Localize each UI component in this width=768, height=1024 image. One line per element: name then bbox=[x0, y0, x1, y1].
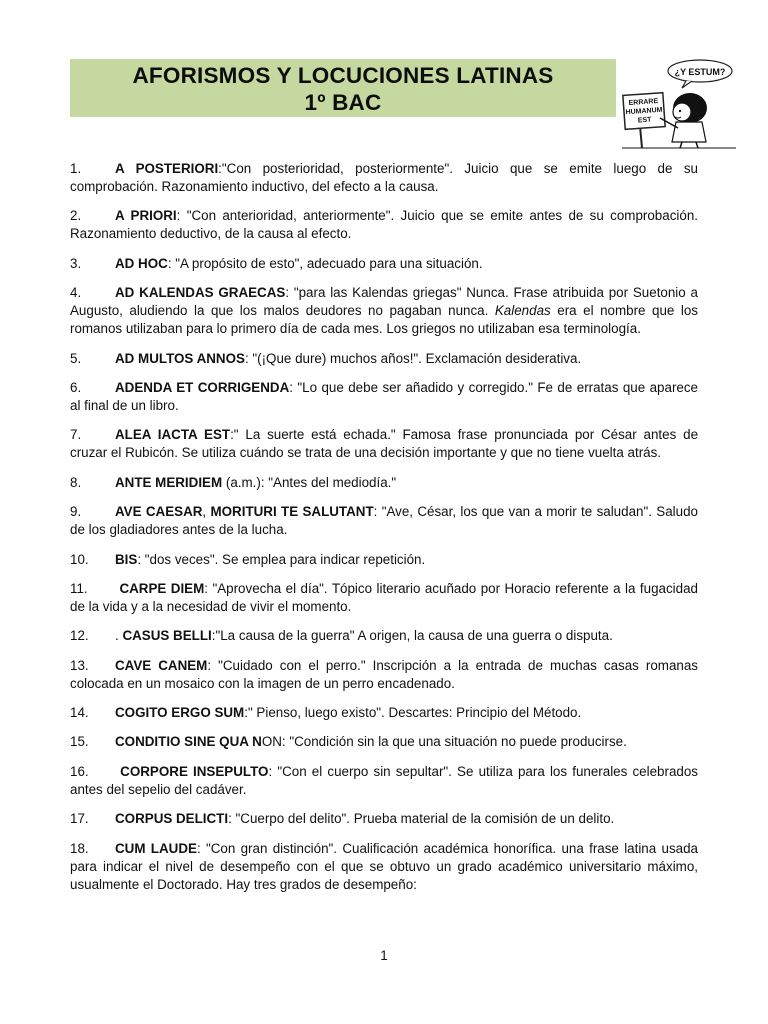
item-definition: : "Ave, César, los que van a morir te saludan". Saludo de los gladiadores antes de la lucha. bbox=[70, 504, 698, 538]
item-number: 8. bbox=[70, 474, 82, 490]
list-item bbox=[70, 580, 698, 616]
item-term: MORITURI TE SALUTANT bbox=[210, 504, 374, 520]
item-term: ALEA IACTA EST bbox=[115, 427, 231, 443]
list-item bbox=[70, 551, 698, 569]
item-definition: : "Con gran distinción". Cualificación académica honorífica. una frase latina usada para indicar el nivel de desempeño con el que se obtuvo un grado académico universitario máximo, usualmente el Doctorado. Hay tres grados de desempeño: bbox=[70, 840, 698, 892]
sign-text-1: ERRARE bbox=[628, 97, 659, 108]
list-item bbox=[70, 840, 698, 894]
list-item bbox=[70, 627, 698, 645]
document-title: AFORISMOS Y LOCUCIONES LATINAS bbox=[132, 63, 554, 88]
item-term: AD HOC bbox=[115, 255, 168, 271]
item-definition: : "dos veces". Se emplea para indicar repetición. bbox=[137, 551, 426, 567]
item-definition: , bbox=[202, 504, 211, 520]
document-title-box bbox=[70, 59, 616, 117]
item-term: AD KALENDAS GRAECAS bbox=[115, 285, 286, 301]
item-definition: . bbox=[115, 628, 123, 644]
item-definition: :" La suerte está echada." Famosa frase pronunciada por César antes de cruzar el Rubicón. Se utiliza cuándo se trata de una decisión importante y que no tiene vuelta atrás. bbox=[70, 427, 699, 461]
item-number: 16. bbox=[70, 763, 89, 779]
item-term: A POSTERIORI bbox=[115, 161, 219, 176]
item-term: CAVE CANEM bbox=[115, 657, 208, 673]
item-number: 12. bbox=[70, 628, 89, 644]
item-term: CORPUS DELICTI bbox=[115, 811, 229, 827]
item-definition: : "Aprovecha el día". Tópico literario acuñado por Horacio referente a la fugacidad de la vida y a la necesidad de vivir el momento. bbox=[70, 580, 698, 614]
item-definition: :"Con posterioridad, posteriormente". Juicio que se emite luego de su comprobación. Razonamiento inductivo, del efecto a la causa. bbox=[70, 161, 698, 194]
item-definition: :"La causa de la guerra" A origen, la causa de una guerra o disputa. bbox=[211, 628, 613, 644]
item-term: AVE CAESAR bbox=[115, 504, 203, 520]
item-term: A PRIORI bbox=[115, 208, 177, 224]
list-item bbox=[70, 426, 698, 462]
item-definition: : "(¡Que dure) muchos años!". Exclamación desiderativa. bbox=[244, 350, 582, 366]
list-item bbox=[70, 704, 698, 722]
item-definition: :" Pienso, luego existo". Descartes: Principio del Método. bbox=[244, 705, 582, 721]
mafalda-cartoon-icon bbox=[620, 56, 738, 150]
sign-text-3: EST bbox=[637, 116, 652, 125]
item-definition: : "para las Kalendas griegas" Nunca. Frase atribuida por Suetonio a Augusto, aludiendo la que los malos deudores no pagaban nunca. bbox=[70, 285, 698, 319]
list-item bbox=[70, 379, 698, 415]
item-number: 17. bbox=[70, 811, 89, 827]
item-number: 10. bbox=[70, 551, 89, 567]
item-term: BIS bbox=[115, 551, 138, 567]
speech-bubble-text: ¿Y ESTUM? bbox=[674, 67, 726, 77]
list-item bbox=[70, 810, 698, 828]
item-term: CARPE DIEM bbox=[119, 580, 205, 596]
item-number: 2. bbox=[70, 208, 82, 224]
item-definition: : "Con anterioridad, anteriormente". Juicio que se emite antes de su comprobación. Razonamiento deductivo, de la causa al efecto. bbox=[70, 208, 698, 242]
list-item bbox=[70, 657, 698, 693]
list-item bbox=[70, 733, 698, 751]
list-item bbox=[70, 350, 698, 368]
document-subtitle: 1º BAC bbox=[304, 90, 382, 115]
item-definition: ON: "Condición sin la que una situación no puede producirse. bbox=[261, 734, 627, 750]
list-item bbox=[70, 763, 698, 799]
list-item bbox=[70, 503, 698, 539]
item-number: 14. bbox=[70, 705, 89, 721]
item-term: CUM LAUDE bbox=[115, 840, 197, 856]
item-definition: : "Con el cuerpo sin sepultar". Se utiliza para los funerales celebrados antes del sepelio del cadáver. bbox=[70, 763, 698, 797]
item-number: 7. bbox=[70, 427, 82, 443]
item-definition: : "Lo que debe ser añadido y corregido." Fe de erratas que aparece al final de un libro. bbox=[70, 379, 699, 413]
page-number: 1 bbox=[380, 948, 388, 963]
item-term: COGITO ERGO SUM bbox=[115, 705, 245, 721]
sign-text-2: HUMANUM bbox=[625, 106, 663, 117]
list-item bbox=[70, 284, 698, 338]
item-number: 3. bbox=[70, 255, 82, 271]
item-definition: : "A propósito de esto", adecuado para una situación. bbox=[167, 255, 483, 271]
item-definition: era el nombre que los romanos utilizaban para lo primero día de cada mes. Los griegos no utilizaban esa terminología. bbox=[70, 303, 698, 337]
item-number: 5. bbox=[70, 350, 82, 366]
list-item bbox=[70, 255, 698, 273]
item-term: ANTE MERIDIEM bbox=[115, 474, 223, 490]
item-number: 6. bbox=[70, 379, 82, 395]
item-definition: : "Cuerpo del delito". Prueba material de la comisión de un delito. bbox=[228, 811, 615, 827]
item-number: 11. bbox=[70, 580, 88, 596]
item-term: CASUS BELLI bbox=[122, 628, 212, 644]
item-term: CORPORE INSEPULTO bbox=[120, 763, 269, 779]
item-emphasis: Kalendas bbox=[494, 303, 551, 319]
item-term: AD MULTOS ANNOS bbox=[115, 350, 245, 366]
item-definition: : "Cuidado con el perro." Inscripción a la entrada de muchas casas romanas colocada en un mosaico con la imagen de un perro encadenado. bbox=[70, 657, 698, 691]
item-number: 13. bbox=[70, 657, 89, 673]
item-number: 1. bbox=[70, 161, 82, 176]
list-item bbox=[70, 160, 698, 196]
item-number: 9. bbox=[70, 504, 82, 520]
item-term: ADENDA ET CORRIGENDA bbox=[115, 379, 290, 395]
locutions-list bbox=[70, 160, 698, 905]
item-number: 4. bbox=[70, 285, 82, 301]
item-term: CONDITIO SINE QUA N bbox=[115, 734, 262, 750]
item-definition: (a.m.): "Antes del mediodía." bbox=[222, 474, 397, 490]
list-item bbox=[70, 207, 698, 243]
item-number: 15. bbox=[70, 734, 89, 750]
item-number: 18. bbox=[70, 840, 89, 856]
list-item bbox=[70, 474, 698, 492]
